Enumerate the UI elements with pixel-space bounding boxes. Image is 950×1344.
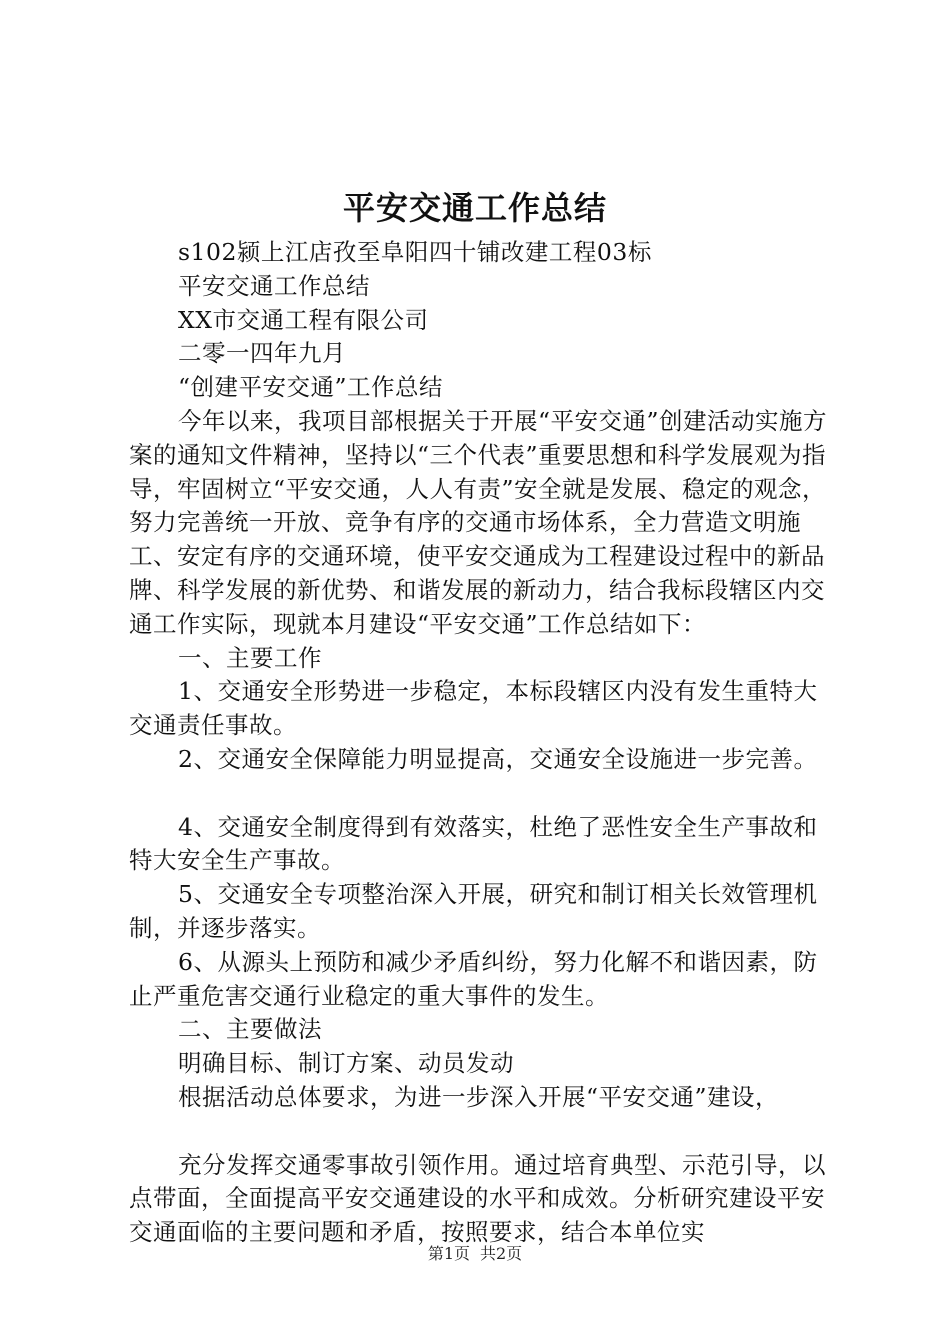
project-line: s102颍上江店孜至阜阳四十铺改建工程03标	[178, 238, 652, 266]
document-title: 平安交通工作总结	[342, 189, 607, 227]
paragraph-item-5: 5、交通安全专项整治深入开展，研究和制订相关长效管理机制，并逐步落实。	[129, 880, 818, 942]
document-body	[129, 236, 834, 1250]
paragraph-activity: 根据活动总体要求，为进一步深入开展“平安交通”建设，	[178, 1082, 780, 1111]
paragraph-item-6: 6、从源头上预防和减少矛盾纠纷，努力化解不和谐因素，防止严重危害交通行业稳定的重大事件的发生。	[129, 947, 818, 1010]
blank-line	[129, 777, 834, 811]
paragraph-intro: 今年以来，我项目部根据关于开展“平安交通”创建活动实施方案的通知文件精神，坚持以“三个代表”重要思想和科学发展观为指导，牢固树立“平安交通，人人有责”安全就是发展、稳定的观念，努力完善统一开放、竞争有序的交通市场体系，全力营造文明施工、安定有序的交通环境，使平安交通成为工程建设过程中的新品牌、科学发展的新优势、和谐发展的新动力，结合我标段辖区内交通工作实际，现就本月建设“平安交通”工作总结如下：	[129, 406, 828, 638]
paragraph-item-1: 1、交通安全形势进一步稳定，本标段辖区内没有发生重特大交通责任事故。	[129, 677, 818, 740]
heading-main-work: 一、主要工作	[178, 643, 322, 672]
paragraph-item-4: 4、交通安全制度得到有效落实，杜绝了恶性安全生产事故和特大安全生产事故。	[129, 812, 818, 875]
heading-main-methods: 二、主要做法	[178, 1015, 322, 1044]
page-total: 共2页	[480, 1244, 523, 1263]
date-line: 二零一四年九月	[178, 339, 346, 368]
paragraph-item-2: 2、交通安全保障能力明显提高，交通安全设施进一步完善。	[178, 744, 818, 773]
page-number: 第1页	[427, 1244, 470, 1263]
subtitle-line: 平安交通工作总结	[178, 271, 370, 300]
paragraph-leading-role: 充分发挥交通零事故引领作用。通过培育典型、示范引导，以点带面，全面提高平安交通建设的水平和成效。分析研究建设平安交通面临的主要问题和矛盾，按照要求，结合本单位实	[129, 1150, 826, 1247]
section-title-line: “创建平安交通”工作总结	[178, 373, 444, 402]
subheading-goals: 明确目标、制订方案、动员发动	[178, 1049, 514, 1078]
company-line: XX市交通工程有限公司	[178, 305, 429, 334]
page-footer	[0, 1242, 950, 1266]
blank-line	[129, 1115, 834, 1149]
